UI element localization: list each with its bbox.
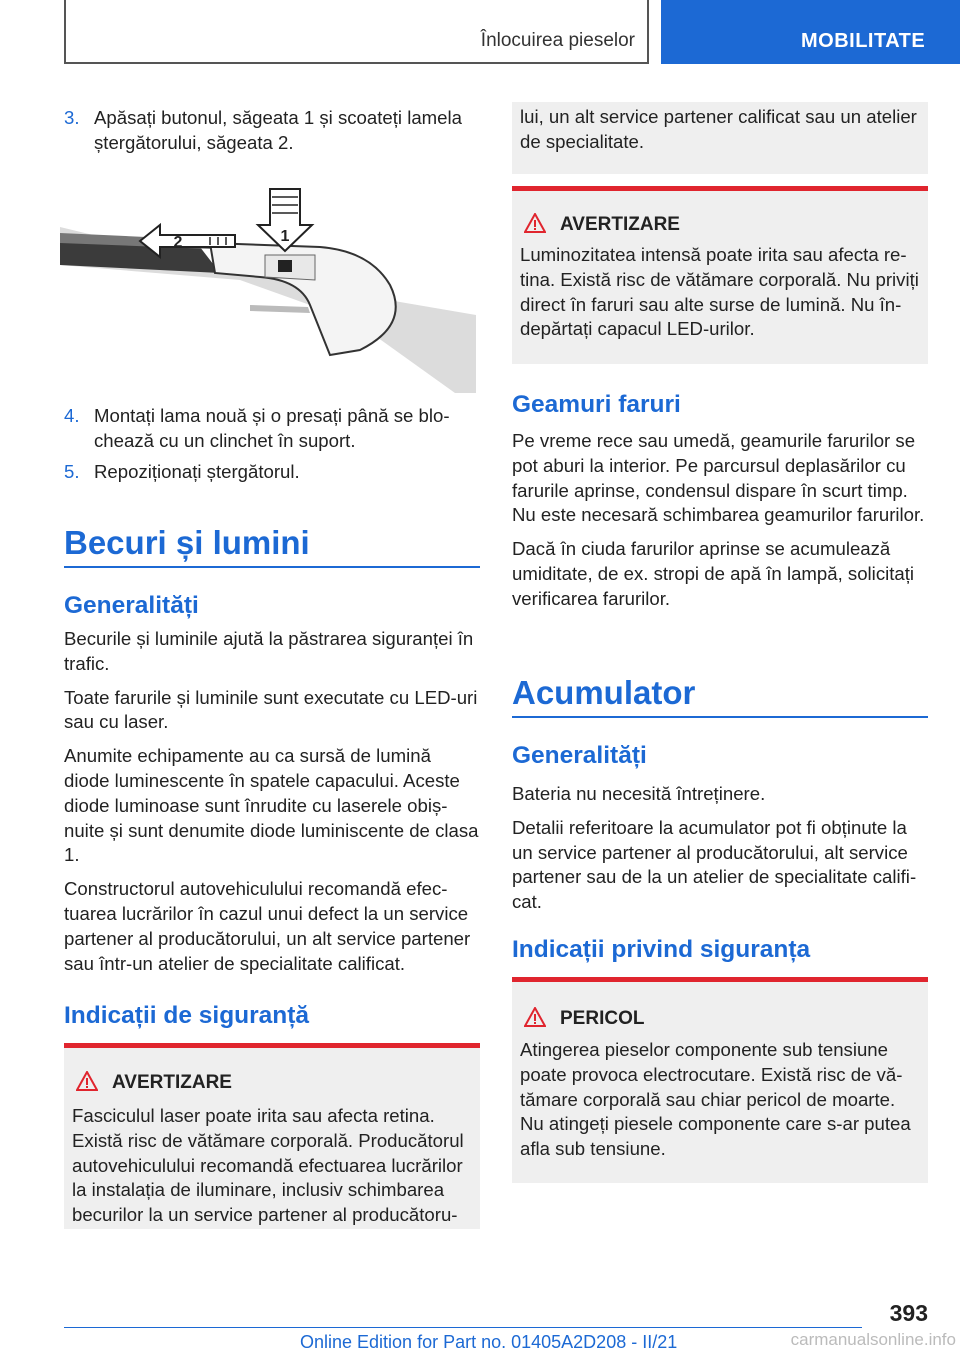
heading-generalitati: Generalități <box>64 592 199 619</box>
step-number: 4. <box>64 405 80 426</box>
step-3 <box>64 106 480 156</box>
headlight-glass-body <box>512 429 928 612</box>
header-section-title: Înlocuirea pieselor <box>480 30 635 51</box>
heading-acumulator: Acumulator <box>512 674 696 711</box>
danger-title: PERICOL <box>560 1008 645 1029</box>
footer-watermark: carmanualsonline.info <box>790 1330 956 1349</box>
battery-body <box>512 782 928 915</box>
warning-text: Luminozitatea intensă poate irita sau afecta retina. Există risc de vătămare corporală. Nu priviți direct în faruri sau alte surse de lumină. Nu îndepărtați capacul LED-urilor. <box>520 244 919 340</box>
warning-bar <box>64 1043 480 1048</box>
step-number: 5. <box>64 461 80 482</box>
heading-generalitati: Generalități <box>512 742 647 769</box>
header-chapter-title: MOBILITATE <box>801 30 926 52</box>
warning-text-continued: lui, un alt service partener calificat sau un atelier de specialitate. <box>520 106 917 152</box>
lights-body <box>64 627 480 976</box>
step-text: Montați lama nouă și o presați până se blochează cu un clinchet în suport. <box>94 405 450 451</box>
header-section-box <box>64 0 649 64</box>
heading-indicatii-de-siguranta: Indicații de siguranță <box>64 1002 310 1029</box>
warning-bar <box>512 186 928 191</box>
paragraph: Constructorul autovehiculului recomandă efectuarea lucrărilor în cazul unui defect la un service partener al producătorului, un alt service partener sau într-un atelier de specialitate calificat. <box>64 878 471 974</box>
warning-text: Fasciculul laser poate irita sau afecta retina. Există risc de vătămare corporală. Producătorul autovehiculului recomandă efectuarea lucrărilor la instalația de iluminare, inclusiv schimbarea becurilor la un service partener al producătoru- <box>72 1105 464 1226</box>
paragraph: Dacă în ciuda farurilor aprinse se acumulează umiditate, de ex. stropi de apă în lampă, solicitați verificarea farurilor. <box>512 538 915 609</box>
footer-edition: Online Edition for Part no. 01405A2D208 - II/21 <box>300 1332 678 1352</box>
warning-box-laser-continued <box>512 102 928 174</box>
warning-box-laser <box>64 1043 480 1229</box>
paragraph: Anumite echipamente au ca sursă de lumină diode luminescente în spatele capacului. Aceste diode luminoase sunt înrudite cu laserele obișnuite și sunt denumite diode luminiscente de clasa 1. <box>64 745 479 866</box>
wiper-blade-illustration <box>60 185 476 393</box>
danger-text: Atingerea pieselor componente sub tensiune poate provoca electrocutare. Există risc de vătămare corporală sau chiar pericol de moarte. Nu atingeți piesele componente care s-ar putea afla sub tensiune. <box>520 1039 911 1160</box>
warning-triangle-icon <box>524 1007 546 1027</box>
step-text: Repoziționați ștergătorul. <box>94 461 300 482</box>
paragraph: Detalii referitoare la acumulator pot fi obținute la un service partener al producătorului, alt service partener sau de la un atelier de specialitate calificat. <box>512 816 917 913</box>
step-text: Apăsați butonul, săgeata 1 și scoateți lamela ștergătorului, săgeata 2. <box>94 107 462 153</box>
warning-title: AVERTIZARE <box>112 1072 232 1093</box>
danger-bar <box>512 977 928 982</box>
heading-rule <box>512 716 928 718</box>
paragraph: Bateria nu necesită întreținere. <box>512 783 766 804</box>
warning-title: AVERTIZARE <box>560 214 680 235</box>
paragraph: Becurile și luminile ajută la păstrarea siguranței în trafic. <box>64 628 474 674</box>
heading-rule <box>64 566 480 568</box>
warning-box-led <box>512 186 928 364</box>
header-chapter-tab[interactable] <box>661 0 960 64</box>
step-5 <box>64 460 480 485</box>
step-number: 3. <box>64 107 80 128</box>
danger-box <box>512 977 928 1183</box>
arrow-1-label: 1 <box>280 228 290 245</box>
paragraph: Toate farurile și luminile sunt executate cu LED-uri sau cu laser. <box>64 686 478 733</box>
warning-triangle-icon <box>524 213 546 233</box>
heading-indicatii-privind-siguranta: Indicații privind siguranța <box>512 936 811 963</box>
warning-triangle-icon <box>76 1071 98 1091</box>
heading-becuri-si-lumini: Becuri și lumini <box>64 524 310 561</box>
paragraph: Pe vreme rece sau umedă, geamurile farurilor se pot aburi la interior. Pe parcursul deplasărilor cu farurile aprinse, condensul dispare în scurt timp. Nu este necesară schimbarea geamurilor farurilor. <box>512 430 925 526</box>
step-4 <box>64 404 480 454</box>
footer-rule <box>64 1327 862 1328</box>
arrow-2-label: 2 <box>173 234 183 251</box>
heading-geamuri-faruri: Geamuri faruri <box>512 391 681 418</box>
page-number: 393 <box>889 1300 928 1326</box>
